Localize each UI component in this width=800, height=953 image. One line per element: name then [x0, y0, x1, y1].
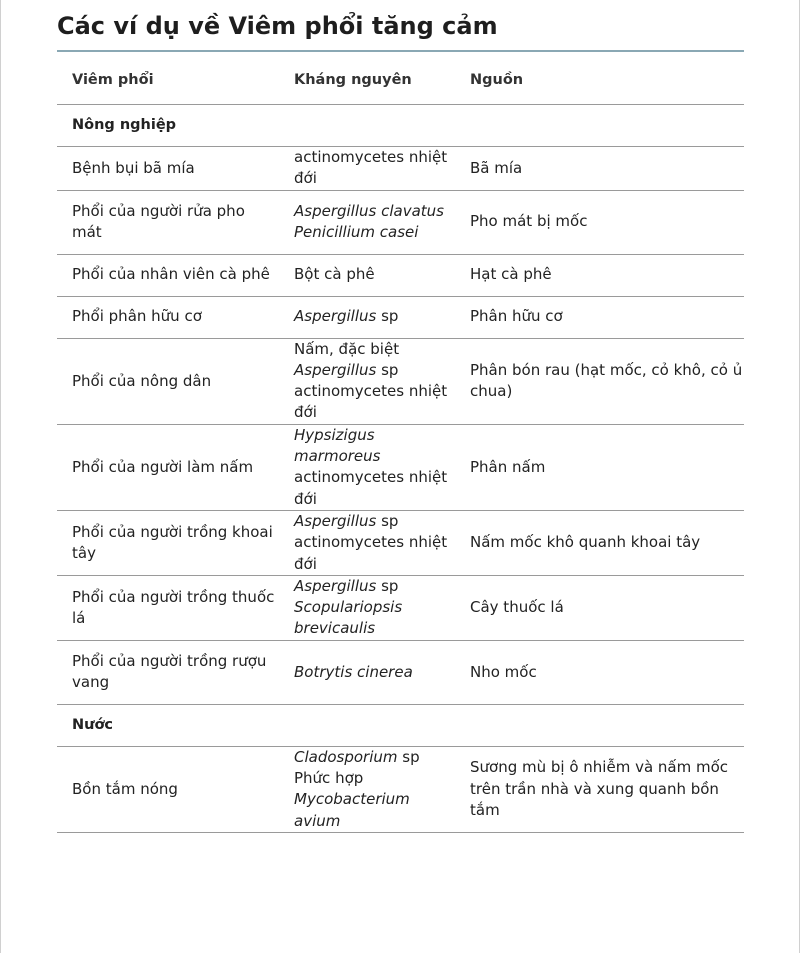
- page-border-left: [0, 0, 1, 953]
- section-row: [57, 105, 744, 147]
- antigen-line: [294, 789, 455, 832]
- antigen-text: Nấm, đặc biệt: [294, 339, 400, 358]
- antigen-line: [294, 339, 455, 360]
- table-row: [57, 510, 744, 575]
- section-row: [57, 704, 744, 746]
- cell-source: Phân bón rau (hạt mốc, cỏ khô, cỏ ủ chua): [455, 338, 744, 424]
- cell-antigen: [279, 254, 455, 296]
- cell-source: Phân nấm: [455, 424, 744, 510]
- antigen-suffix: sp: [376, 576, 399, 595]
- table-row: [57, 190, 744, 254]
- header-source: Nguồn: [455, 52, 744, 105]
- cell-source: Cây thuốc lá: [455, 575, 744, 640]
- cell-disease: Bệnh bụi bã mía: [57, 147, 279, 191]
- antigen-line: [294, 511, 455, 532]
- antigen-line: [294, 306, 455, 327]
- antigen-line: [294, 222, 455, 243]
- antigen-line: [294, 201, 455, 222]
- section-title: Nông nghiệp: [57, 105, 744, 147]
- cell-antigen: [279, 746, 455, 832]
- cell-disease: Phổi của người trồng rượu vang: [57, 640, 279, 704]
- antigen-species: Aspergillus clavatus: [294, 201, 444, 220]
- cell-disease: Phổi của nhân viên cà phê: [57, 254, 279, 296]
- table-body: [57, 105, 744, 833]
- cell-antigen: [279, 424, 455, 510]
- antigen-text: Phức hợp: [294, 769, 364, 788]
- antigen-text: actinomycetes nhiệt đới: [294, 533, 448, 573]
- antigen-text: actinomycetes nhiệt đới: [294, 148, 448, 188]
- cell-antigen: [279, 296, 455, 338]
- antigen-species: Aspergillus: [294, 511, 377, 530]
- cell-source: Phân hữu cơ: [455, 296, 744, 338]
- antigen-suffix: sp: [376, 307, 399, 326]
- cell-source: Pho mát bị mốc: [455, 190, 744, 254]
- antigen-line: [294, 147, 455, 190]
- cell-antigen: [279, 575, 455, 640]
- antigen-suffix: sp: [397, 747, 420, 766]
- page: [57, 0, 744, 833]
- antigen-species: Cladosporium: [294, 747, 398, 766]
- pneumonitis-table: [57, 52, 744, 833]
- cell-source: Bã mía: [455, 147, 744, 191]
- table-row: [57, 254, 744, 296]
- antigen-species: Aspergillus: [294, 360, 377, 379]
- header-disease: Viêm phổi: [57, 52, 279, 105]
- header-antigen: Kháng nguyên: [279, 52, 455, 105]
- cell-disease: Phổi của nông dân: [57, 338, 279, 424]
- cell-antigen: [279, 190, 455, 254]
- antigen-species: Scopulariopsis brevicaulis: [294, 598, 403, 638]
- antigen-line: [294, 576, 455, 597]
- antigen-species: Hypsizigus marmoreus: [294, 425, 381, 466]
- cell-disease: Phổi của người rửa pho mát: [57, 190, 279, 254]
- table-header-row: [57, 52, 744, 105]
- page-title: Các ví dụ về Viêm phổi tăng cảm: [57, 0, 744, 52]
- antigen-species: Botrytis cinerea: [294, 662, 413, 681]
- antigen-species: Aspergillus: [294, 576, 377, 595]
- antigen-line: [294, 662, 455, 683]
- table-row: [57, 746, 744, 832]
- cell-source: Nấm mốc khô quanh khoai tây: [455, 510, 744, 575]
- antigen-line: [294, 360, 455, 381]
- antigen-suffix: sp: [376, 360, 399, 379]
- antigen-line: [294, 532, 455, 575]
- cell-antigen: [279, 510, 455, 575]
- cell-antigen: [279, 147, 455, 191]
- cell-source: Hạt cà phê: [455, 254, 744, 296]
- table-row: [57, 424, 744, 510]
- antigen-text: Bột cà phê: [294, 265, 375, 284]
- table-row: [57, 147, 744, 191]
- table-row: [57, 338, 744, 424]
- antigen-species: Penicillium casei: [294, 223, 419, 242]
- cell-antigen: [279, 338, 455, 424]
- cell-disease: Phổi của người trồng thuốc lá: [57, 575, 279, 640]
- antigen-line: [294, 425, 455, 468]
- table-row: [57, 296, 744, 338]
- cell-antigen: [279, 640, 455, 704]
- antigen-line: [294, 467, 455, 510]
- table-row: [57, 640, 744, 704]
- antigen-suffix: sp: [376, 511, 399, 530]
- cell-disease: Phổi phân hữu cơ: [57, 296, 279, 338]
- section-title: Nước: [57, 704, 744, 746]
- antigen-text: actinomycetes nhiệt đới: [294, 382, 448, 422]
- cell-source: Nho mốc: [455, 640, 744, 704]
- cell-disease: Phổi của người làm nấm: [57, 424, 279, 510]
- antigen-line: [294, 264, 455, 285]
- antigen-text: actinomycetes nhiệt đới: [294, 468, 448, 508]
- antigen-line: [294, 768, 455, 789]
- cell-disease: Phổi của người trồng khoai tây: [57, 510, 279, 575]
- cell-disease: Bồn tắm nóng: [57, 746, 279, 832]
- cell-source: Sương mù bị ô nhiễm và nấm mốc trên trần nhà và xung quanh bồn tắm: [455, 746, 744, 832]
- antigen-line: [294, 747, 455, 768]
- antigen-species: Mycobacterium avium: [294, 790, 410, 830]
- antigen-species: Aspergillus: [294, 307, 377, 326]
- antigen-line: [294, 381, 455, 424]
- table-row: [57, 575, 744, 640]
- antigen-line: [294, 597, 455, 640]
